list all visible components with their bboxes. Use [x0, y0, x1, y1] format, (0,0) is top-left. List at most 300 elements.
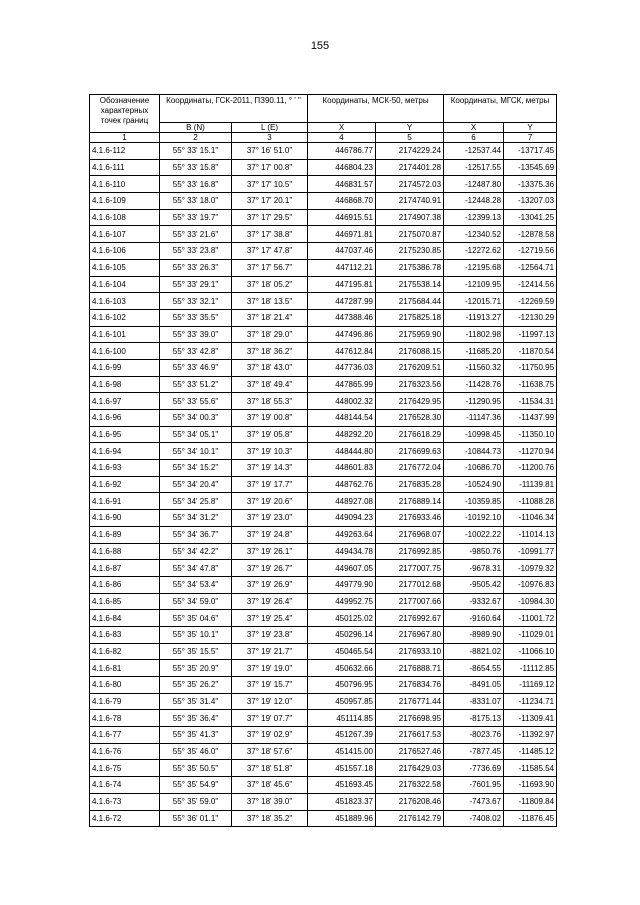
msk-y: 2176835.28 [376, 476, 444, 493]
mgsk-y: -11234.71 [504, 693, 557, 710]
table-row [90, 209, 557, 226]
table-row [90, 343, 557, 360]
point-designation: 4.1.6-101 [90, 326, 160, 343]
mgsk-y: -12414.56 [504, 276, 557, 293]
point-designation: 4.1.6-87 [90, 560, 160, 577]
longitude-l: 37° 18' 36.2" [232, 343, 308, 360]
mgsk-y: -11014.13 [504, 526, 557, 543]
msk-y: 2176528.30 [376, 410, 444, 427]
mgsk-x: -12195.68 [444, 259, 504, 276]
mgsk-x: -11560.32 [444, 359, 504, 376]
point-designation: 4.1.6-88 [90, 543, 160, 560]
longitude-l: 37° 19' 26.1" [232, 543, 308, 560]
mgsk-x: -7601.95 [444, 777, 504, 794]
mgsk-y: -11139.81 [504, 476, 557, 493]
table-row [90, 743, 557, 760]
header-msk: Координаты, МСК-50, метры [308, 95, 444, 123]
mgsk-y: -11200.76 [504, 460, 557, 477]
mgsk-y: -12719.56 [504, 243, 557, 260]
msk-x: 448927.08 [308, 493, 376, 510]
msk-y: 2175070.87 [376, 226, 444, 243]
point-designation: 4.1.6-98 [90, 376, 160, 393]
longitude-l: 37° 19' 15.7" [232, 677, 308, 694]
msk-x: 451823.37 [308, 793, 376, 810]
longitude-l: 37° 19' 26.9" [232, 576, 308, 593]
mgsk-x: -7473.67 [444, 793, 504, 810]
table-row [90, 159, 557, 176]
msk-y: 2176323.56 [376, 376, 444, 393]
mgsk-x: -12340.52 [444, 226, 504, 243]
mgsk-x: -7736.69 [444, 760, 504, 777]
mgsk-y: -11169.12 [504, 677, 557, 694]
point-designation: 4.1.6-75 [90, 760, 160, 777]
point-designation: 4.1.6-80 [90, 677, 160, 694]
table-row [90, 143, 557, 160]
table-row [90, 810, 557, 827]
latitude-b: 55° 33' 23.8" [160, 243, 232, 260]
longitude-l: 37° 18' 29.0" [232, 326, 308, 343]
table-row [90, 777, 557, 794]
mgsk-x: -7877.45 [444, 743, 504, 760]
longitude-l: 37° 18' 55.3" [232, 393, 308, 410]
point-designation: 4.1.6-90 [90, 510, 160, 527]
longitude-l: 37° 17' 47.8" [232, 243, 308, 260]
msk-y: 2175684.44 [376, 293, 444, 310]
point-designation: 4.1.6-95 [90, 426, 160, 443]
msk-x: 448762.76 [308, 476, 376, 493]
mgsk-y: -13041.25 [504, 209, 557, 226]
msk-x: 451889.96 [308, 810, 376, 827]
point-designation: 4.1.6-103 [90, 293, 160, 310]
latitude-b: 55° 34' 36.7" [160, 526, 232, 543]
latitude-b: 55° 33' 32.1" [160, 293, 232, 310]
mgsk-y: -11088.28 [504, 493, 557, 510]
latitude-b: 55° 34' 10.1" [160, 443, 232, 460]
longitude-l: 37° 19' 23.0" [232, 510, 308, 527]
mgsk-x: -10686.70 [444, 460, 504, 477]
latitude-b: 55° 34' 05.1" [160, 426, 232, 443]
table-row [90, 626, 557, 643]
msk-x: 446786.77 [308, 143, 376, 160]
msk-y: 2176992.67 [376, 610, 444, 627]
latitude-b: 55° 35' 54.9" [160, 777, 232, 794]
msk-x: 448292.20 [308, 426, 376, 443]
table-row [90, 193, 557, 210]
longitude-l: 37° 19' 17.7" [232, 476, 308, 493]
msk-x: 450632.66 [308, 660, 376, 677]
mgsk-y: -11392.97 [504, 727, 557, 744]
msk-x: 446804.23 [308, 159, 376, 176]
table-row [90, 426, 557, 443]
longitude-l: 37° 17' 38.8" [232, 226, 308, 243]
mgsk-x: -11685.20 [444, 343, 504, 360]
column-number: 7 [504, 133, 557, 143]
coordinates-table [89, 94, 557, 827]
msk-x: 449779.90 [308, 576, 376, 593]
msk-y: 2176888.71 [376, 660, 444, 677]
table-row [90, 476, 557, 493]
point-designation: 4.1.6-112 [90, 143, 160, 160]
msk-y: 2176429.95 [376, 393, 444, 410]
msk-y: 2176088.15 [376, 343, 444, 360]
mgsk-y: -12130.29 [504, 309, 557, 326]
msk-y: 2175959.90 [376, 326, 444, 343]
longitude-l: 37° 19' 24.8" [232, 526, 308, 543]
longitude-l: 37° 19' 23.8" [232, 626, 308, 643]
longitude-l: 37° 19' 26.4" [232, 593, 308, 610]
msk-y: 2177007.66 [376, 593, 444, 610]
msk-y: 2176142.79 [376, 810, 444, 827]
msk-y: 2176699.63 [376, 443, 444, 460]
msk-x: 446831.57 [308, 176, 376, 193]
msk-y: 2176834.76 [376, 677, 444, 694]
table-row [90, 309, 557, 326]
column-number: 4 [308, 133, 376, 143]
latitude-b: 55° 36' 01.1" [160, 810, 232, 827]
point-designation: 4.1.6-94 [90, 443, 160, 460]
msk-x: 449607.05 [308, 560, 376, 577]
subheader-b: B (N) [160, 123, 232, 133]
point-designation: 4.1.6-83 [90, 626, 160, 643]
msk-x: 449434.78 [308, 543, 376, 560]
longitude-l: 37° 17' 56.7" [232, 259, 308, 276]
header-designation: Обозначение характерных точек границ [90, 95, 160, 133]
mgsk-y: -11270.94 [504, 443, 557, 460]
msk-x: 450296.14 [308, 626, 376, 643]
table-row [90, 376, 557, 393]
header-mgsk: Координаты, МГСК, метры [444, 95, 557, 123]
mgsk-x: -9332.67 [444, 593, 504, 610]
mgsk-y: -11693.90 [504, 777, 557, 794]
msk-x: 447496.86 [308, 326, 376, 343]
longitude-l: 37° 18' 49.4" [232, 376, 308, 393]
latitude-b: 55° 35' 46.0" [160, 743, 232, 760]
subheader-x-mgsk: X [444, 123, 504, 133]
latitude-b: 55° 34' 00.3" [160, 410, 232, 427]
mgsk-x: -8331.07 [444, 693, 504, 710]
point-designation: 4.1.6-78 [90, 710, 160, 727]
table-row [90, 293, 557, 310]
msk-y: 2176968.07 [376, 526, 444, 543]
mgsk-y: -11046.34 [504, 510, 557, 527]
table-row [90, 576, 557, 593]
latitude-b: 55° 33' 35.5" [160, 309, 232, 326]
point-designation: 4.1.6-81 [90, 660, 160, 677]
msk-x: 449952.75 [308, 593, 376, 610]
table-row [90, 226, 557, 243]
point-designation: 4.1.6-110 [90, 176, 160, 193]
mgsk-x: -10998.45 [444, 426, 504, 443]
point-designation: 4.1.6-84 [90, 610, 160, 627]
msk-x: 447195.81 [308, 276, 376, 293]
column-number: 1 [90, 133, 160, 143]
msk-x: 447736.03 [308, 359, 376, 376]
latitude-b: 55° 33' 46.9" [160, 359, 232, 376]
latitude-b: 55° 33' 15.1" [160, 143, 232, 160]
table-row [90, 410, 557, 427]
msk-x: 449094.23 [308, 510, 376, 527]
longitude-l: 37° 19' 07.7" [232, 710, 308, 727]
point-designation: 4.1.6-99 [90, 359, 160, 376]
longitude-l: 37° 18' 45.6" [232, 777, 308, 794]
msk-y: 2176527.46 [376, 743, 444, 760]
column-number: 3 [232, 133, 308, 143]
latitude-b: 55° 34' 59.0" [160, 593, 232, 610]
point-designation: 4.1.6-109 [90, 193, 160, 210]
point-designation: 4.1.6-96 [90, 410, 160, 427]
mgsk-y: -11870.54 [504, 343, 557, 360]
mgsk-x: -11428.76 [444, 376, 504, 393]
point-designation: 4.1.6-111 [90, 159, 160, 176]
longitude-l: 37° 18' 43.0" [232, 359, 308, 376]
table-row [90, 243, 557, 260]
mgsk-x: -9850.76 [444, 543, 504, 560]
longitude-l: 37° 17' 00.8" [232, 159, 308, 176]
table-row [90, 526, 557, 543]
table-row [90, 660, 557, 677]
mgsk-y: -11809.84 [504, 793, 557, 810]
mgsk-y: -11485.12 [504, 743, 557, 760]
msk-y: 2176933.10 [376, 643, 444, 660]
mgsk-y: -10976.83 [504, 576, 557, 593]
msk-y: 2176617.53 [376, 727, 444, 744]
header-row [90, 95, 557, 123]
table-row [90, 393, 557, 410]
point-designation: 4.1.6-91 [90, 493, 160, 510]
msk-y: 2174229.24 [376, 143, 444, 160]
point-designation: 4.1.6-107 [90, 226, 160, 243]
msk-y: 2176992.85 [376, 543, 444, 560]
mgsk-y: -10984.30 [504, 593, 557, 610]
point-designation: 4.1.6-106 [90, 243, 160, 260]
latitude-b: 55° 35' 26.2" [160, 677, 232, 694]
latitude-b: 55° 35' 10.1" [160, 626, 232, 643]
msk-y: 2176429.03 [376, 760, 444, 777]
latitude-b: 55° 33' 19.7" [160, 209, 232, 226]
msk-y: 2174401.28 [376, 159, 444, 176]
mgsk-x: -12272.62 [444, 243, 504, 260]
mgsk-x: -10022.22 [444, 526, 504, 543]
msk-y: 2176209.51 [376, 359, 444, 376]
mgsk-x: -12517.55 [444, 159, 504, 176]
msk-x: 448601.83 [308, 460, 376, 477]
msk-y: 2175538.14 [376, 276, 444, 293]
table-row [90, 326, 557, 343]
msk-x: 446971.81 [308, 226, 376, 243]
latitude-b: 55° 35' 31.4" [160, 693, 232, 710]
point-designation: 4.1.6-102 [90, 309, 160, 326]
msk-x: 449263.64 [308, 526, 376, 543]
msk-y: 2175825.18 [376, 309, 444, 326]
latitude-b: 55° 34' 25.8" [160, 493, 232, 510]
latitude-b: 55° 34' 31.2" [160, 510, 232, 527]
mgsk-y: -11350.10 [504, 426, 557, 443]
latitude-b: 55° 34' 20.4" [160, 476, 232, 493]
latitude-b: 55° 34' 53.4" [160, 576, 232, 593]
latitude-b: 55° 35' 20.9" [160, 660, 232, 677]
latitude-b: 55° 33' 18.0" [160, 193, 232, 210]
table-row [90, 460, 557, 477]
msk-x: 448444.80 [308, 443, 376, 460]
mgsk-y: -11876.45 [504, 810, 557, 827]
msk-y: 2174572.03 [376, 176, 444, 193]
msk-x: 451114.85 [308, 710, 376, 727]
mgsk-y: -12269.59 [504, 293, 557, 310]
msk-y: 2176698.95 [376, 710, 444, 727]
mgsk-y: -11112.85 [504, 660, 557, 677]
table-row [90, 727, 557, 744]
latitude-b: 55° 33' 55.6" [160, 393, 232, 410]
longitude-l: 37° 19' 21.7" [232, 643, 308, 660]
mgsk-x: -8654.55 [444, 660, 504, 677]
longitude-l: 37° 19' 20.6" [232, 493, 308, 510]
mgsk-y: -11029.01 [504, 626, 557, 643]
longitude-l: 37° 19' 10.3" [232, 443, 308, 460]
table-row [90, 510, 557, 527]
msk-x: 451267.39 [308, 727, 376, 744]
point-designation: 4.1.6-104 [90, 276, 160, 293]
mgsk-x: -8175.13 [444, 710, 504, 727]
mgsk-x: -12537.44 [444, 143, 504, 160]
msk-x: 447112.21 [308, 259, 376, 276]
point-designation: 4.1.6-89 [90, 526, 160, 543]
msk-x: 447287.99 [308, 293, 376, 310]
table-row [90, 560, 557, 577]
mgsk-y: -11997.13 [504, 326, 557, 343]
mgsk-y: -11638.75 [504, 376, 557, 393]
latitude-b: 55° 33' 42.8" [160, 343, 232, 360]
msk-y: 2175230.85 [376, 243, 444, 260]
msk-x: 450125.02 [308, 610, 376, 627]
point-designation: 4.1.6-79 [90, 693, 160, 710]
mgsk-x: -10844.73 [444, 443, 504, 460]
mgsk-x: -9678.31 [444, 560, 504, 577]
mgsk-y: -10991.77 [504, 543, 557, 560]
mgsk-y: -11534.31 [504, 393, 557, 410]
msk-y: 2176208.46 [376, 793, 444, 810]
msk-x: 447865.99 [308, 376, 376, 393]
mgsk-x: -8821.02 [444, 643, 504, 660]
column-number: 5 [376, 133, 444, 143]
msk-x: 451557.18 [308, 760, 376, 777]
table-row [90, 443, 557, 460]
page-number: 155 [310, 40, 330, 52]
header-gsk: Координаты, ГСК-2011, ПЗ90.11, ° ' " [160, 95, 308, 123]
mgsk-y: -13545.69 [504, 159, 557, 176]
point-designation: 4.1.6-97 [90, 393, 160, 410]
mgsk-x: -12109.95 [444, 276, 504, 293]
table-row [90, 543, 557, 560]
mgsk-x: -10524.90 [444, 476, 504, 493]
table-row [90, 493, 557, 510]
point-designation: 4.1.6-100 [90, 343, 160, 360]
mgsk-y: -11309.41 [504, 710, 557, 727]
point-designation: 4.1.6-82 [90, 643, 160, 660]
latitude-b: 55° 33' 51.2" [160, 376, 232, 393]
column-number: 2 [160, 133, 232, 143]
msk-x: 448144.54 [308, 410, 376, 427]
mgsk-y: -13717.45 [504, 143, 557, 160]
msk-y: 2174740.91 [376, 193, 444, 210]
longitude-l: 37° 19' 14.3" [232, 460, 308, 477]
point-designation: 4.1.6-77 [90, 727, 160, 744]
mgsk-x: -11290.95 [444, 393, 504, 410]
table-row [90, 610, 557, 627]
latitude-b: 55° 35' 41.3" [160, 727, 232, 744]
table-row [90, 677, 557, 694]
msk-x: 450465.54 [308, 643, 376, 660]
mgsk-x: -7408.02 [444, 810, 504, 827]
longitude-l: 37° 19' 05.8" [232, 426, 308, 443]
latitude-b: 55° 33' 26.3" [160, 259, 232, 276]
subheader-y-msk: Y [376, 123, 444, 133]
point-designation: 4.1.6-76 [90, 743, 160, 760]
table-row [90, 693, 557, 710]
point-designation: 4.1.6-108 [90, 209, 160, 226]
mgsk-y: -11001.72 [504, 610, 557, 627]
longitude-l: 37° 17' 20.1" [232, 193, 308, 210]
table-row [90, 593, 557, 610]
point-designation: 4.1.6-73 [90, 793, 160, 810]
longitude-l: 37° 17' 10.5" [232, 176, 308, 193]
mgsk-y: -13375.36 [504, 176, 557, 193]
mgsk-y: -11437.99 [504, 410, 557, 427]
mgsk-y: -11585.54 [504, 760, 557, 777]
latitude-b: 55° 33' 39.0" [160, 326, 232, 343]
msk-y: 2176933.46 [376, 510, 444, 527]
latitude-b: 55° 34' 15.2" [160, 460, 232, 477]
table-row [90, 760, 557, 777]
latitude-b: 55° 34' 42.2" [160, 543, 232, 560]
msk-y: 2176967.80 [376, 626, 444, 643]
msk-y: 2177012.68 [376, 576, 444, 593]
subheader-l: L (E) [232, 123, 308, 133]
mgsk-y: -13207.03 [504, 193, 557, 210]
mgsk-y: -11066.10 [504, 643, 557, 660]
msk-x: 447612.84 [308, 343, 376, 360]
mgsk-y: -12878.58 [504, 226, 557, 243]
table-row [90, 176, 557, 193]
longitude-l: 37° 18' 21.4" [232, 309, 308, 326]
mgsk-x: -8989.90 [444, 626, 504, 643]
longitude-l: 37° 17' 29.5" [232, 209, 308, 226]
longitude-l: 37° 19' 19.0" [232, 660, 308, 677]
longitude-l: 37° 19' 25.4" [232, 610, 308, 627]
msk-y: 2176322.58 [376, 777, 444, 794]
subheader-y-mgsk: Y [504, 123, 557, 133]
point-designation: 4.1.6-92 [90, 476, 160, 493]
point-designation: 4.1.6-85 [90, 593, 160, 610]
msk-y: 2176771.44 [376, 693, 444, 710]
table-row [90, 276, 557, 293]
table-row [90, 793, 557, 810]
msk-x: 446915.51 [308, 209, 376, 226]
msk-y: 2176618.29 [376, 426, 444, 443]
latitude-b: 55° 33' 16.8" [160, 176, 232, 193]
latitude-b: 55° 33' 21.6" [160, 226, 232, 243]
latitude-b: 55° 35' 59.0" [160, 793, 232, 810]
msk-x: 450957.85 [308, 693, 376, 710]
mgsk-x: -12448.28 [444, 193, 504, 210]
msk-x: 451415.00 [308, 743, 376, 760]
longitude-l: 37° 18' 51.8" [232, 760, 308, 777]
mgsk-y: -10979.32 [504, 560, 557, 577]
longitude-l: 37° 18' 39.0" [232, 793, 308, 810]
msk-y: 2174907.38 [376, 209, 444, 226]
msk-x: 447037.46 [308, 243, 376, 260]
longitude-l: 37° 18' 13.5" [232, 293, 308, 310]
mgsk-y: -11750.95 [504, 359, 557, 376]
